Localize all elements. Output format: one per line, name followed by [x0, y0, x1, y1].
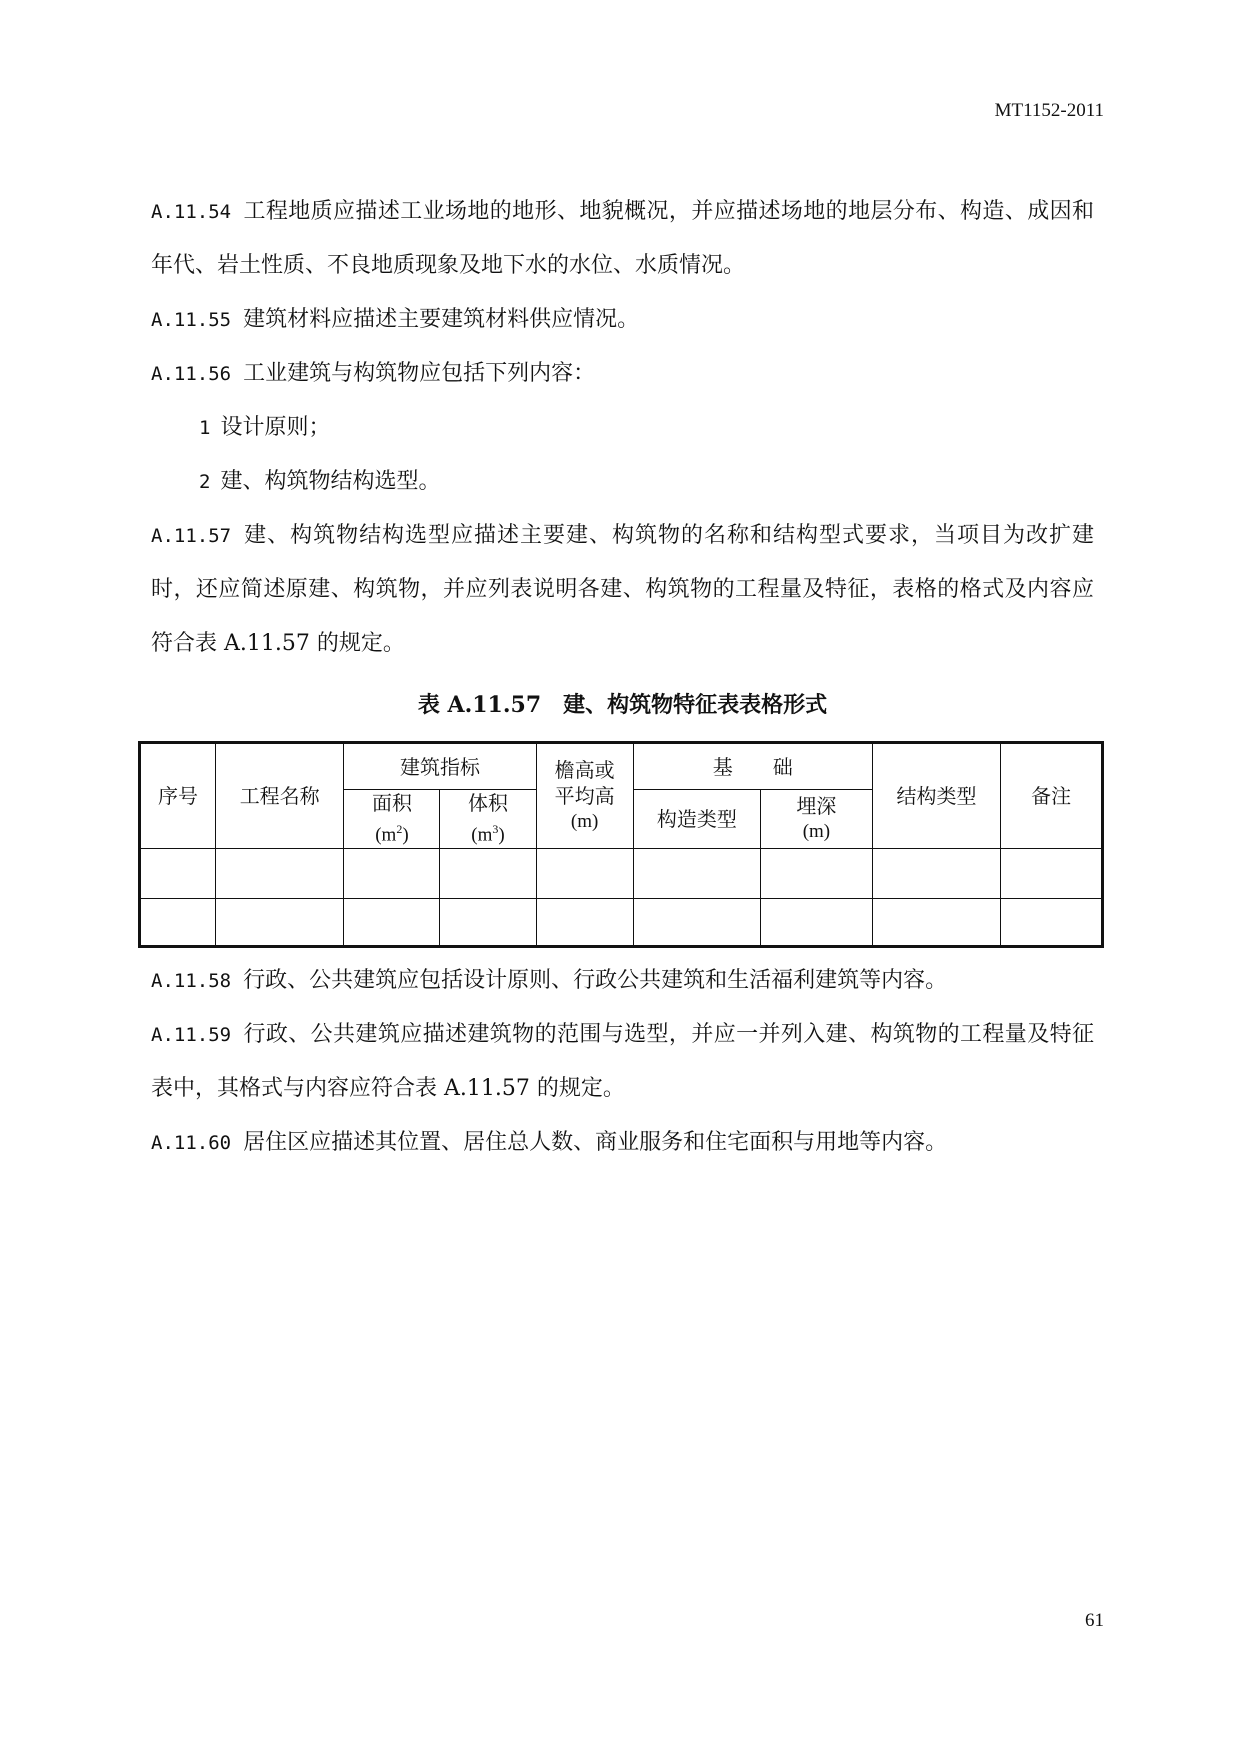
clause-number: A.11.59	[151, 1024, 232, 1047]
header-area-unit: $(m^2)$	[375, 822, 409, 846]
list-number: 1	[199, 417, 211, 439]
clause-text: 居住区应描述其位置、居住总人数、商业服务和住宅面积与用地等内容。	[243, 1130, 948, 1156]
table-title	[151, 685, 1094, 725]
header-height-unit: (m)	[570, 811, 599, 833]
header-volume-label: 体积	[468, 791, 509, 815]
list-text: 建、构筑物结构选型。	[220, 469, 441, 494]
page-number: 61	[1085, 1610, 1104, 1631]
header-area-label: 面积	[371, 791, 412, 815]
clause-number: A.11.60	[151, 1132, 232, 1155]
clause-text: 行政、公共建筑应包括设计原则、行政公共建筑和生活福利建筑等内容。	[243, 968, 948, 994]
clause-number: A.11.55	[151, 309, 232, 331]
table-header-row-1	[140, 743, 1103, 790]
header-height-line1: 檐高或	[554, 758, 615, 783]
clause-text: 建、构筑物结构选型应描述主要建、构筑物的名称和结构型式要求，当项目为改扩建时，还应简述原建、构筑物，并应列表说明各建、构筑物的工程量及特征，表格的格式及内容应符合表 A.11.57 的规定。	[151, 523, 1094, 656]
header-height	[536, 743, 633, 849]
clause-a-11-56	[151, 347, 1094, 401]
header-area	[344, 790, 440, 849]
clause-number: A.11.58	[151, 970, 232, 993]
clause-a-11-60	[151, 1116, 1094, 1170]
clause-a-11-57	[151, 509, 1094, 671]
clause-text: 建筑材料应描述主要建筑材料供应情况。	[243, 307, 640, 332]
header-construction-type: 构造类型	[633, 790, 760, 849]
table-row	[140, 849, 1103, 899]
clause-a-11-59	[151, 1008, 1094, 1116]
clause-text: 行政、公共建筑应描述建筑物的范围与选型，并应一并列入建、构筑物的工程量及特征表中，其格式与内容应符合表 A.11.57 的规定。	[151, 1022, 1094, 1102]
header-depth	[761, 790, 873, 849]
header-structure-type: 结构类型	[872, 743, 1000, 849]
list-item-1	[151, 401, 1094, 455]
header-foundation: 基 础	[633, 743, 872, 790]
table-row	[140, 899, 1103, 947]
header-depth-label: 埋深	[796, 794, 837, 819]
header-volume-unit: $(m^3)$	[471, 822, 505, 846]
clause-text: 工业建筑与构筑物应包括下列内容：	[243, 361, 596, 386]
building-feature-table	[138, 741, 1104, 948]
header-project-name: 工程名称	[215, 743, 343, 849]
header-building-index: 建筑指标	[344, 743, 536, 790]
list-text: 设计原则；	[220, 415, 331, 440]
header-note: 备注	[1001, 743, 1103, 849]
header-seq: 序号	[140, 743, 216, 849]
document-code: MT1152-2011	[994, 100, 1104, 121]
clause-number: A.11.56	[151, 363, 232, 385]
list-item-2	[151, 455, 1094, 509]
clause-number: A.11.54	[151, 201, 232, 223]
header-height-line2: 平均高	[554, 784, 615, 809]
table-number: 表 A.11.57	[417, 692, 542, 718]
clause-a-11-55	[151, 293, 1094, 347]
table-caption: 建、构筑物特征表表格形式	[563, 692, 828, 718]
clause-number: A.11.57	[151, 525, 232, 547]
header-volume	[440, 790, 536, 849]
clause-a-11-54	[151, 185, 1094, 293]
header-depth-unit: (m)	[802, 821, 831, 843]
clause-a-11-58	[151, 954, 1094, 1008]
page-body	[151, 185, 1094, 1170]
list-number: 2	[199, 471, 211, 493]
clause-text: 工程地质应描述工业场地的地形、地貌概况，并应描述场地的地层分布、构造、成因和年代、岩土性质、不良地质现象及地下水的水位、水质情况。	[151, 199, 1094, 278]
